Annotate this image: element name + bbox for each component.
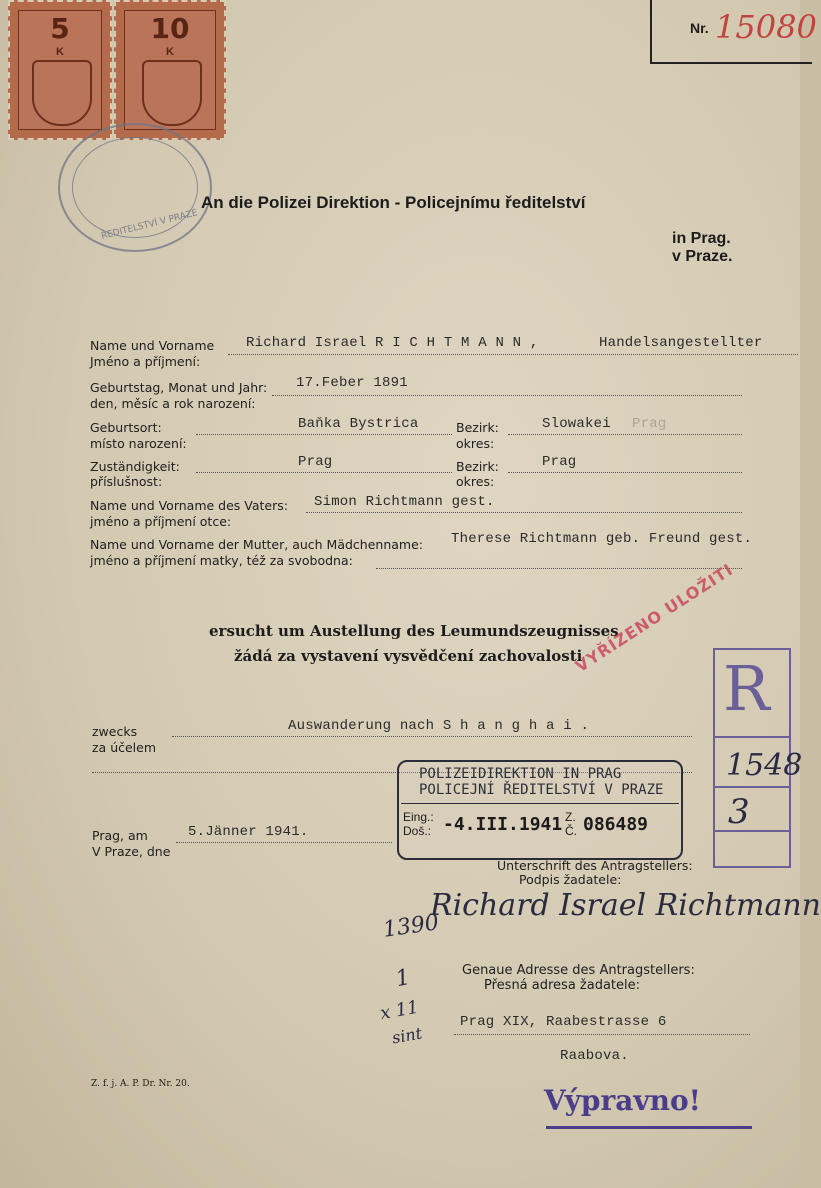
mother-label-de: Name und Vorname der Mutter, auch Mädchenname:	[90, 537, 423, 552]
dos-label: Doš.:	[403, 824, 432, 838]
name-value: Richard Israel R I C H T M A N N ,	[246, 335, 539, 351]
city-de: in Prag.	[672, 230, 731, 247]
domicile-district-label-cz: okres:	[456, 474, 495, 489]
nr-label: Nr.	[690, 20, 709, 36]
birthdate-value: 17.Feber 1891	[296, 375, 408, 391]
revenue-stamp-5	[8, 0, 112, 140]
signature-handwritten: Richard Israel Richtmann	[430, 888, 821, 923]
domicile-district-value: Prag	[542, 454, 577, 470]
handwritten-note-1: 1	[393, 964, 413, 993]
request-de: ersucht um Austellung des Leumundszeugnisses	[209, 622, 619, 640]
police-receipt-stamp	[397, 760, 683, 860]
birthdate-label-cz: den, měsíc a rok narození:	[90, 396, 256, 411]
seal-text: ŘEDITELSTVÍ V PRAZE	[100, 208, 199, 242]
purpose-label-de: zwecks	[92, 724, 138, 739]
date-value: 5.Jänner 1941.	[188, 824, 309, 840]
father-value: Simon Richtmann gest.	[314, 494, 495, 510]
purpose-value: Auswanderung nach S h a n g h a i .	[288, 718, 590, 734]
registry-number-2: 3	[728, 792, 750, 832]
receipt-date: -4.III.1941	[443, 814, 563, 835]
birthplace-value: Baňka Bystrica	[298, 416, 419, 432]
police-stamp-line1: POLIZEIDIREKTION IN PRAG	[419, 766, 622, 782]
address-line1: Prag XIX, Raabestrasse 6	[460, 1014, 667, 1030]
nr-value: 15080	[715, 8, 817, 46]
date-label-de: Prag, am	[92, 828, 148, 843]
signature-label-de: Unterschrift des Antragstellers:	[497, 858, 693, 873]
domicile-label-de: Zuständigkeit:	[90, 459, 180, 474]
registry-letter: R	[723, 652, 770, 725]
father-label-de: Name und Vorname des Vaters:	[90, 498, 288, 513]
address-label-cz: Přesná adresa žadatele:	[484, 978, 641, 993]
domicile-value: Prag	[298, 454, 333, 470]
domicile-district-label-de: Bezirk:	[456, 459, 499, 474]
coat-of-arms-icon	[142, 60, 202, 126]
c-label: Č.	[565, 824, 577, 838]
occupation-value: Handelsangestellter	[599, 335, 763, 351]
dispatch-stamp: Výpravno!	[544, 1084, 701, 1117]
handwritten-note-3: sint	[390, 1023, 424, 1048]
birthplace-label-cz: místo narození:	[90, 436, 187, 451]
district-faint-value: Prag	[632, 416, 667, 432]
revenue-stamp-10	[114, 0, 226, 140]
birthdate-label-de: Geburtstag, Monat und Jahr:	[90, 380, 268, 395]
receipt-number: 086489	[583, 814, 649, 835]
dispatch-underline	[546, 1126, 752, 1129]
form-code: Z. f. j. A. P. Dr. Nr. 20.	[91, 1079, 190, 1089]
eing-label: Eing.:	[403, 810, 434, 824]
city-cz: v Praze.	[672, 248, 733, 265]
stamp-unit: K	[166, 46, 174, 58]
signature-label-cz: Podpis žadatele:	[519, 872, 622, 887]
address-label-de: Genaue Adresse des Antragstellers:	[462, 963, 695, 978]
coat-of-arms-icon	[32, 60, 92, 126]
police-stamp-line2: POLICEJNÍ ŘEDITELSTVÍ V PRAZE	[419, 782, 664, 798]
request-cz: žádá za vystavení vysvědčení zachovalosti	[234, 647, 583, 665]
district-label-cz: okres:	[456, 436, 495, 451]
birthplace-label-de: Geburtsort:	[90, 420, 162, 435]
date-label-cz: V Praze, dne	[92, 844, 171, 859]
district-label-de: Bezirk:	[456, 420, 499, 435]
mother-label-cz: jméno a příjmení matky, též za svobodna:	[90, 553, 353, 568]
district-value: Slowakei	[542, 416, 611, 432]
margin-note-number: 1390	[381, 910, 441, 943]
round-police-seal	[58, 123, 212, 252]
registry-number-1: 1548	[726, 748, 803, 783]
purpose-label-cz: za účelem	[92, 740, 157, 755]
handwritten-note-2: x 11	[378, 996, 421, 1025]
mother-value: Therese Richtmann geb. Freund gest.	[451, 531, 753, 547]
addressee: An die Polizei Direktion - Policejnímu ředitelství	[201, 193, 586, 212]
father-label-cz: jméno a příjmení otce:	[90, 514, 232, 529]
name-label-cz: Jméno a příjmení:	[90, 354, 201, 369]
z-label: Z.	[565, 810, 576, 824]
address-line2: Raabova.	[560, 1048, 629, 1064]
red-processed-stamp: VYŘÍZENO ULOŽITI	[572, 559, 737, 676]
stamp-unit: K	[56, 46, 64, 58]
stamp-value: 10	[150, 12, 190, 45]
stamp-value: 5	[50, 12, 70, 45]
domicile-label-cz: příslušnost:	[90, 474, 163, 489]
name-label-de: Name und Vorname	[90, 338, 215, 353]
